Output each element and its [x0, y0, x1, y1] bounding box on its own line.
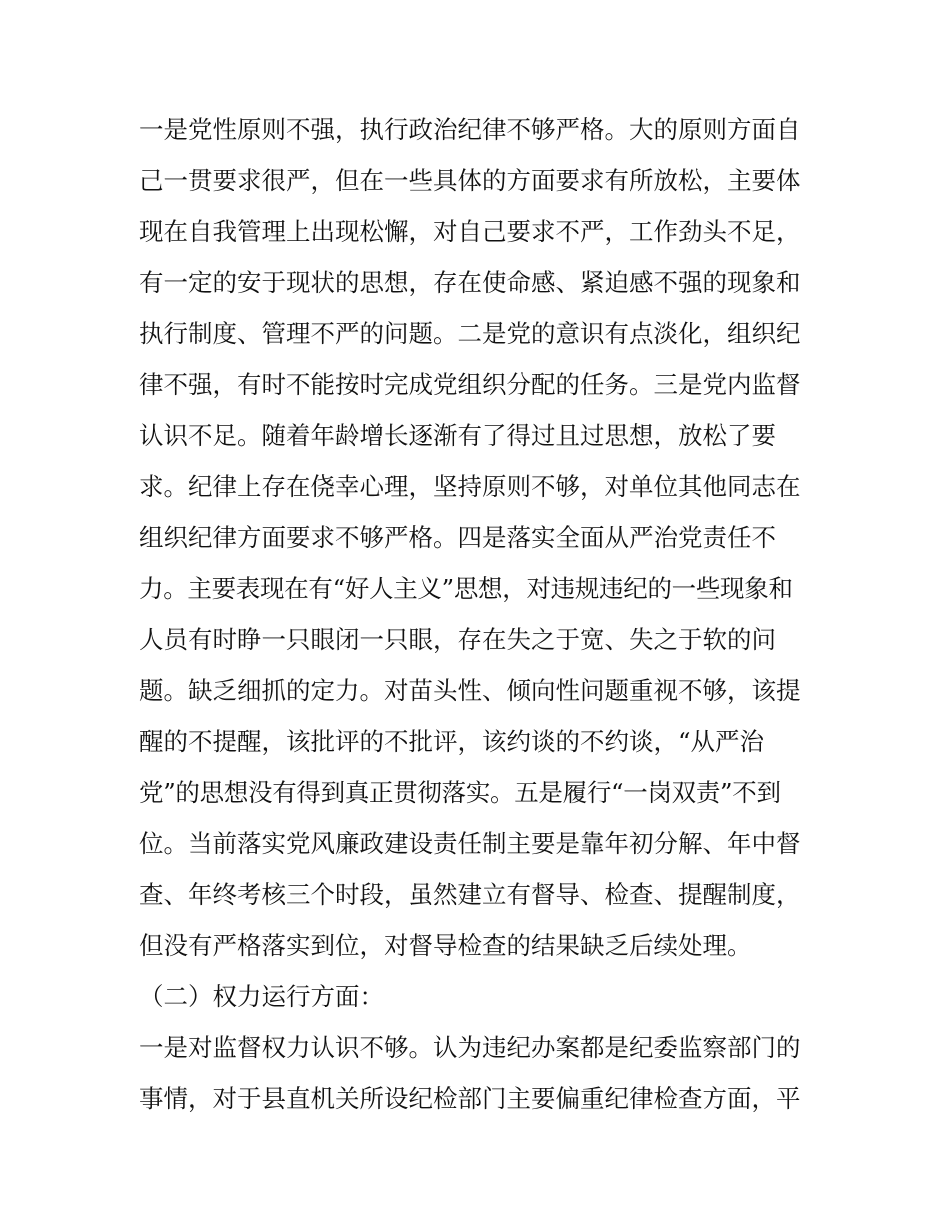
text-line: 题。缺乏细抓的定力。对苗头性、倾向性问题重视不够，该提	[139, 676, 801, 705]
text-line: 律不强，有时不能按时完成党组织分配的任务。三是党内监督	[139, 370, 801, 399]
text-line: 组织纪律方面要求不够严格。四是落实全面从严治党责任不	[139, 523, 776, 552]
document-body	[139, 104, 819, 1124]
text-line: 查、年终考核三个时段，虽然建立有督导、检查、提醒制度，	[139, 880, 801, 909]
text-line: 现在自我管理上出现松懈，对自己要求不严，工作劲头不足，	[139, 217, 801, 246]
text-line: 执行制度、管理不严的问题。二是党的意识有点淡化，组织纪	[139, 319, 801, 348]
text-line: 事情，对于县直机关所设纪检部门主要偏重纪律检查方面，平	[139, 1084, 801, 1113]
section-heading: （二）权力运行方面：	[139, 982, 384, 1011]
text-line: 力。主要表现在有“好人主义”思想，对违规违纪的一些现象和	[139, 574, 793, 603]
text-line: 求。纪律上存在侥幸心理，坚持原则不够，对单位其他同志在	[139, 472, 801, 501]
text-line: 但没有严格落实到位，对督导检查的结果缺乏后续处理。	[139, 931, 752, 960]
text-line: 党”的思想没有得到真正贯彻落实。五是履行“一岗双责”不到	[139, 778, 781, 807]
text-line: 人员有时睁一只眼闭一只眼，存在失之于宽、失之于软的问	[139, 625, 776, 654]
text-line: 一是对监督权力认识不够。认为违纪办案都是纪委监察部门的	[139, 1033, 801, 1062]
text-line: 认识不足。随着年龄增长逐渐有了得过且过思想，放松了要	[139, 421, 776, 450]
text-line: 位。当前落实党风廉政建设责任制主要是靠年初分解、年中督	[139, 829, 801, 858]
text-line: 己一贯要求很严，但在一些具体的方面要求有所放松，主要体	[139, 166, 801, 195]
text-line: 有一定的安于现状的思想，存在使命感、紧迫感不强的现象和	[139, 268, 801, 297]
text-line: 一是党性原则不强，执行政治纪律不够严格。大的原则方面自	[139, 115, 801, 144]
text-line: 醒的不提醒，该批评的不批评，该约谈的不约谈，“从严治	[139, 727, 765, 756]
